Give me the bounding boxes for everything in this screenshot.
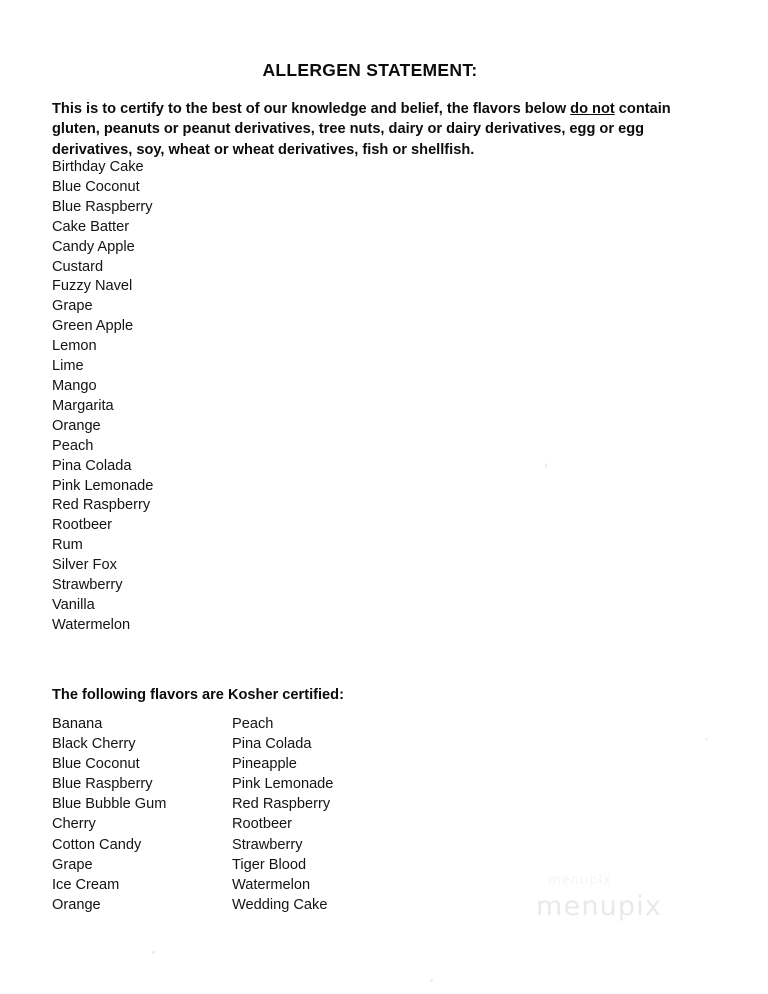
- list-item: Watermelon: [52, 616, 131, 633]
- list-item: Green Apple: [52, 318, 134, 335]
- kosher-column-right: [232, 714, 333, 915]
- list-item: Vanilla: [52, 596, 95, 613]
- list-item: Rum: [52, 537, 83, 554]
- list-item: Strawberry: [232, 836, 303, 853]
- list-item: Margarita: [52, 397, 114, 414]
- list-item: Custard: [52, 258, 104, 275]
- list-item: Blue Coconut: [52, 756, 140, 773]
- list-item: Watermelon: [232, 876, 311, 893]
- list-item: Cherry: [52, 816, 96, 833]
- scan-speck: [545, 463, 547, 468]
- list-item: Orange: [52, 417, 101, 434]
- list-item: Mango: [52, 377, 97, 394]
- list-item: Lime: [52, 358, 84, 375]
- page-title: ALLERGEN STATEMENT:: [262, 59, 478, 80]
- list-item: Silver Fox: [52, 557, 117, 574]
- list-item: Blue Coconut: [52, 178, 140, 195]
- certification-tail-text: contain gluten, peanuts or peanut derivatives, tree nuts, dairy or dairy derivatives, egg or egg derivatives, soy, wheat or wheat derivatives, fish or shellfish.: [52, 100, 671, 158]
- list-item: Lemon: [52, 338, 97, 355]
- list-item: Birthday Cake: [52, 159, 144, 175]
- list-item: Black Cherry: [52, 736, 136, 753]
- certification-emphasis-text: do not: [570, 100, 615, 117]
- list-item: Grape: [52, 856, 93, 873]
- allergen-free-flavor-list: [52, 158, 312, 636]
- list-item: Rootbeer: [232, 816, 293, 833]
- list-item: Red Raspberry: [52, 497, 151, 514]
- list-item: Pina Colada: [52, 457, 132, 474]
- list-item: Cotton Candy: [52, 836, 142, 853]
- list-item: Blue Raspberry: [52, 776, 153, 793]
- kosher-section-heading: The following flavors are Kosher certified:: [52, 687, 344, 704]
- list-item: Tiger Blood: [232, 856, 307, 873]
- list-item: Pink Lemonade: [52, 477, 154, 494]
- list-item: Candy Apple: [52, 238, 135, 255]
- list-item: Pink Lemonade: [232, 776, 334, 793]
- list-item: Pineapple: [232, 756, 297, 773]
- list-item: Strawberry: [52, 577, 123, 594]
- watermark-ghost-text: menupix: [548, 873, 612, 888]
- scan-speck: [705, 738, 708, 740]
- list-item: Banana: [52, 716, 103, 732]
- list-item: Blue Raspberry: [52, 198, 153, 215]
- kosher-column-left: [52, 714, 166, 915]
- list-item: Red Raspberry: [232, 796, 331, 813]
- list-item: Peach: [52, 437, 94, 454]
- list-item: Peach: [232, 716, 274, 732]
- list-item: Ice Cream: [52, 876, 120, 893]
- list-item: Wedding Cake: [232, 896, 328, 913]
- scan-speck: [152, 951, 155, 954]
- certification-statement: [52, 99, 694, 161]
- list-item: Blue Bubble Gum: [52, 796, 167, 813]
- list-item: Cake Batter: [52, 218, 130, 235]
- certification-lead-text: This is to certify to the best of our knowledge and belief, the flavors below: [52, 100, 571, 117]
- list-item: Rootbeer: [52, 517, 113, 534]
- list-item: Fuzzy Navel: [52, 278, 133, 295]
- list-item: Grape: [52, 298, 93, 315]
- list-item: Orange: [52, 896, 101, 913]
- list-item: Pina Colada: [232, 736, 312, 753]
- scan-speck: [430, 979, 433, 982]
- menupix-watermark: menupix: [536, 891, 663, 922]
